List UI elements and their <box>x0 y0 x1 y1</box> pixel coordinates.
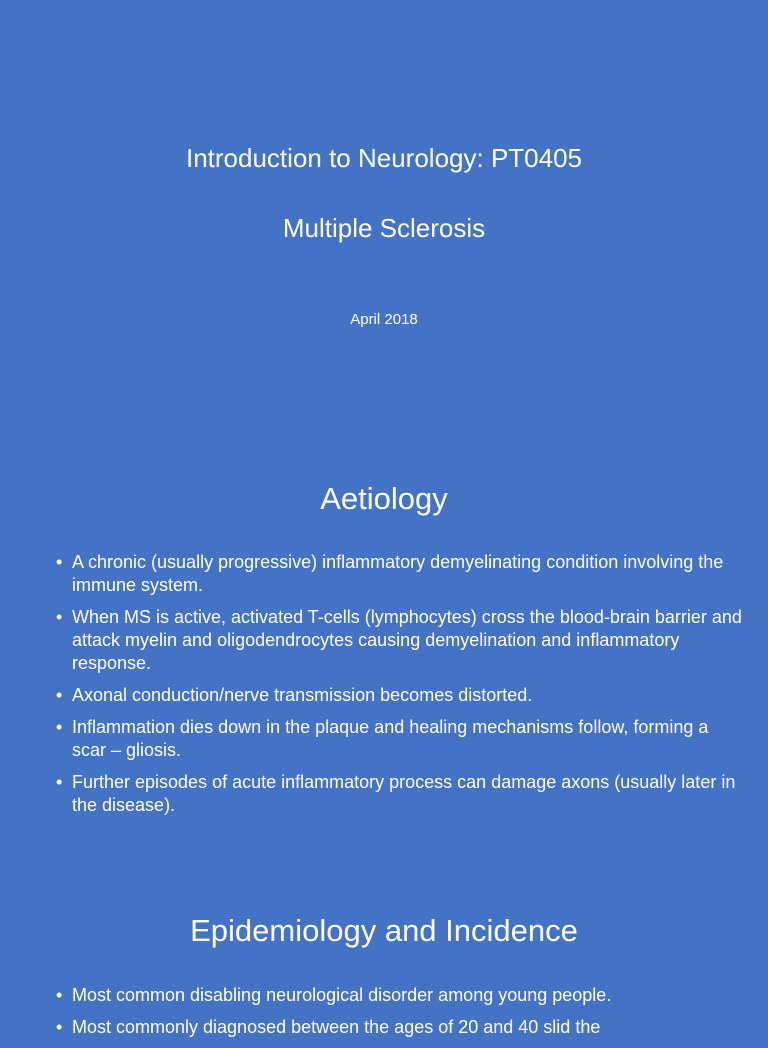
bullet-item: • Axonal conduction/nerve transmission becomes distorted. <box>56 684 746 707</box>
epidemiology-heading: Epidemiology and Incidence <box>190 913 578 948</box>
bullet-item: • When MS is active, activated T-cells (lymphocytes) cross the blood-brain barrier and attack myelin and oligodendrocytes causing demyelination and inflammatory response. <box>56 606 746 675</box>
bullet-item: • Most commonly diagnosed between the ages of 20 and 40 slid the <box>56 1016 746 1039</box>
aetiology-bullet-list <box>56 551 746 826</box>
presentation-subtitle: Multiple Sclerosis <box>282 213 486 243</box>
bullet-item: • A chronic (usually progressive) inflammatory demyelinating condition involving the immune system. <box>56 551 746 597</box>
presentation-date: April 2018 <box>350 311 418 328</box>
bullet-item: • Further episodes of acute inflammatory process can damage axons (usually later in the disease). <box>56 771 746 817</box>
presentation-title: Introduction to Neurology: PT0405 <box>185 143 583 173</box>
aetiology-heading: Aetiology <box>320 481 448 516</box>
epidemiology-bullet-list <box>56 984 746 1048</box>
bullet-item: • Inflammation dies down in the plaque and healing mechanisms follow, forming a scar – gliosis. <box>56 716 746 762</box>
bullet-item: • Most common disabling neurological disorder among young people. <box>56 984 746 1007</box>
